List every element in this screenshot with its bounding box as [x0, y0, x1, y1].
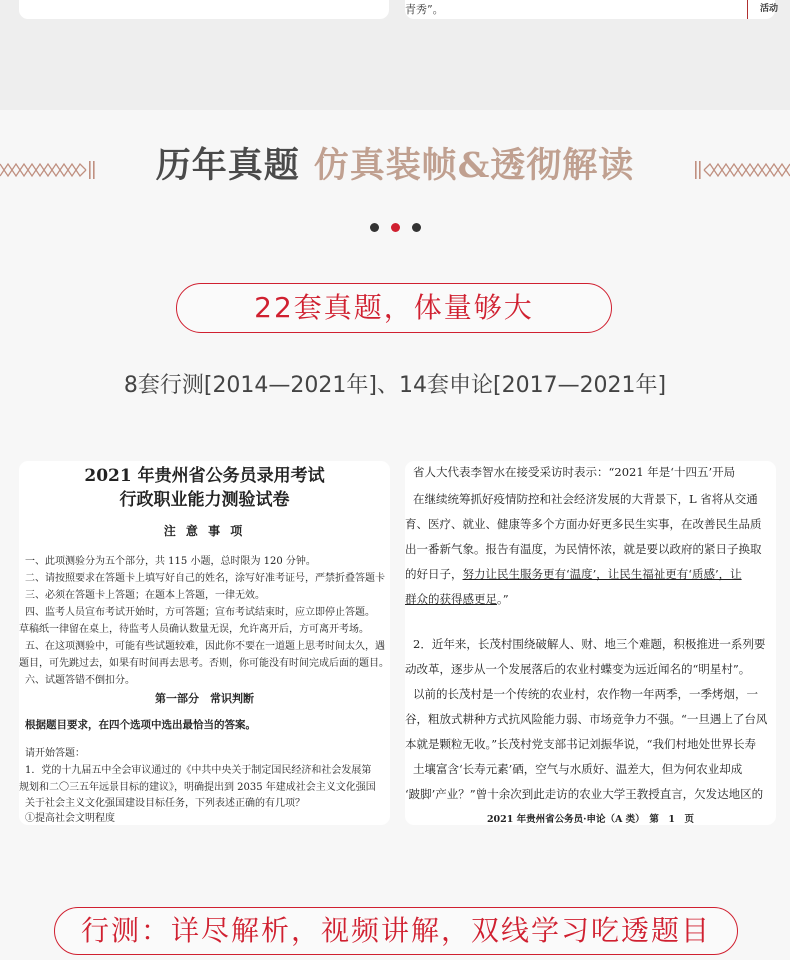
essay-line: 育、医疗、就业、健康等多个方面办好更多民生实事，在改善民生品质 [405, 517, 762, 531]
highlight-pill-2: 行测：详尽解析，视频讲解，双线学习吃透题目 [54, 907, 738, 955]
essay-line: 2．近年来，长茂村围绕破解人、财、地三个难题，积极推进一系列要 [413, 637, 766, 651]
essay-line [405, 591, 509, 607]
notice-line: 一、此项测验分为五个部分，共 115 小题，总时限为 120 分钟。 [25, 556, 316, 567]
carousel-dots [370, 223, 422, 233]
top-card-divider [747, 0, 748, 19]
subtitle-line: 8套行测[2014—2021年]、14套申论[2017—2021年] [123, 373, 667, 398]
instruction-text: 根据题目要求，在四个选项中选出最恰当的答案。 [25, 719, 256, 731]
notice-line: 草稿纸一律留在桌上，待监考人员确认数量无误，允许离开后，方可离开考场。 [19, 624, 369, 635]
body-line: 1．党的十九届五中全会审议通过的《中共中央关于制定国民经济和社会发展第 [25, 765, 372, 776]
headline-part2: 仿真装帧&透彻解读 [313, 145, 635, 186]
body-line: 请开始答题： [25, 748, 85, 759]
essay-line: 土壤富含‘长寿元素’硒，空气与水质好、温差大，但为何农业却成 [413, 762, 743, 776]
essay-line: ‘跛脚’产业？”曾十余次到此走访的农业大学王教授直言，欠发达地区的 [405, 787, 764, 801]
essay-line [405, 566, 742, 582]
notice-line: 四、监考人员宣布考试开始时，方可答题；宣布考试结束时，应立即停止答题。 [25, 607, 375, 618]
notice-heading: 注 意 事 项 [163, 524, 246, 538]
top-card-side-label: 活动 [760, 4, 779, 14]
section-headline [0, 138, 790, 188]
paper-title-line2: 行政职业能力测验试卷 [119, 490, 290, 510]
top-card-snippet: 青秀”。 [405, 3, 444, 16]
exam-paper-right [405, 461, 776, 825]
notice-line: 二、请按照要求在答题卡上填写好自己的姓名，涂写好准考证号，严禁折叠答题卡 [25, 573, 385, 584]
highlight-pill-1: 22套真题，体量够大 [176, 283, 612, 333]
top-card-right [405, 0, 779, 19]
notice-line: 题目，可先跳过去，如果有时间再去思考。否则，你可能没有时间完成后面的题目。 [19, 658, 389, 669]
essay-line: 以前的长茂村是一个传统的农业村，农作物一年两季，一季烤烟，一 [413, 687, 758, 701]
headline-part1: 历年真题 [155, 145, 300, 186]
essay-text: 的好日子， [405, 567, 463, 581]
body-line: 规划和二〇三五年远景目标的建议》，明确提出到 2035 年建成社会主义文化强国 [19, 782, 376, 793]
essay-line: 本就是颗粒无收。”长茂村党支部书记刘振华说，“我们村地处世界长寿 [405, 737, 757, 751]
carousel-dot-2[interactable] [391, 223, 400, 232]
carousel-dot-1[interactable] [370, 223, 379, 232]
exam-paper-left [19, 461, 390, 825]
essay-line: 谷，粗放式耕种方式抗风险能力弱、市场竞争力不强。“一旦遇上了台风 [405, 712, 768, 726]
essay-line: 省人大代表李智水在接受采访时表示：“2021 年是‘十四五’开局 [413, 465, 736, 479]
essay-line: 动改革，逐步从一个发展落后的农业村蝶变为远近闻名的“明星村”。 [405, 662, 751, 676]
body-line: ①提高社会文明程度 [25, 813, 115, 824]
paper-title-line1: 2021 年贵州省公务员录用考试 [84, 466, 325, 486]
carousel-dot-3[interactable] [412, 223, 421, 232]
paper-footer: 2021 年贵州省公务员·申论（A 类） 第 1 页 [486, 814, 695, 825]
top-card-left [19, 0, 389, 19]
underlined-text: 努力让民生服务更有‘温度’，让民生福祉更有‘质感’，让 [462, 567, 742, 581]
essay-line: 出一番新气象。报告有温度，为民情怀浓，就是要以政府的紧日子换取 [405, 542, 762, 556]
notice-line: 六、试题答错不倒扣分。 [25, 675, 135, 686]
section-heading: 第一部分 常识判断 [155, 692, 254, 705]
body-line: 关于社会主义文化强国建设目标任务，下列表述正确的有几项？ [25, 798, 305, 809]
underlined-text: 群众的获得感更足 [405, 592, 497, 606]
essay-text: 。” [497, 592, 509, 606]
notice-line: 五、在这项测验中，可能有些试题较难，因此你不要在一道题上思考时间太久，遇 [25, 641, 385, 652]
essay-line: 在继续统筹抓好疫情防控和社会经济发展的大背景下，L 省将从交通 [413, 492, 758, 506]
notice-line: 三、必须在答题卡上答题；在题本上答题，一律无效。 [25, 590, 265, 601]
